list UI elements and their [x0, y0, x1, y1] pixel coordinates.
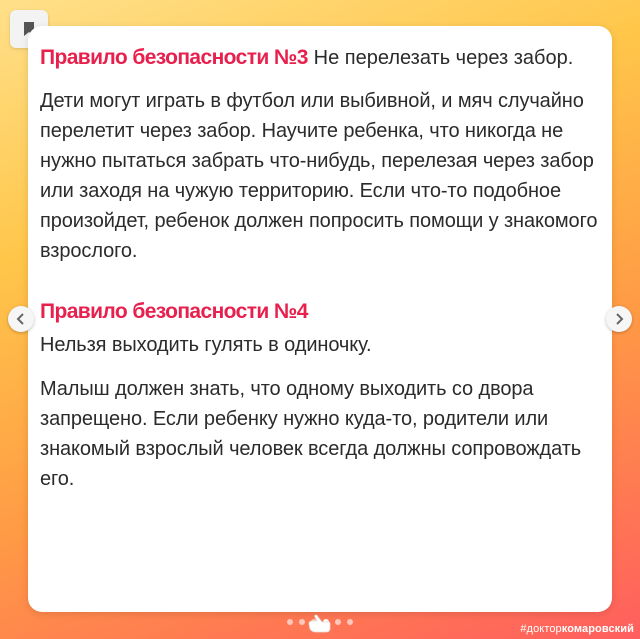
rule-3-title: Не перелезать через забор. [313, 47, 574, 69]
carousel-dot [287, 619, 293, 625]
rule-4-heading [40, 298, 598, 326]
rule-3-text: Дети могут играть в футбол или выбивной, и мяч случайно перелетит через забор. Научите ребенка, что никогда не нужно пытаться забрать что-нибудь, перелезая через забор или заходя на чужую территорию. Если что-то подобное произойдет, ребенок должен попросить помощи у знакомого взрослого. [40, 90, 598, 262]
chevron-right-icon [614, 313, 624, 325]
rule-4-text: Малыш должен знать, что одному выходить со двора запрещено. Если ребенку нужно куда-то, родители или знакомый взрослый человек всегда должны сопровождать его. [40, 378, 582, 490]
previous-slide-button[interactable] [8, 306, 34, 332]
next-slide-button[interactable] [606, 306, 632, 332]
content-card [28, 26, 612, 612]
rule-3-heading [40, 44, 598, 72]
carousel-dot [299, 619, 305, 625]
brand-hashtag [520, 623, 634, 635]
brand-prefix: #доктор [520, 623, 562, 635]
swipe-hand-icon [306, 612, 332, 634]
chevron-left-icon [16, 313, 26, 325]
brand-name: комаровский [561, 623, 634, 635]
carousel-dot [347, 619, 353, 625]
carousel-dot [335, 619, 341, 625]
rule-4-title: Нельзя выходить гулять в одиночку. [40, 334, 372, 356]
rule-4-label: Правило безопасности №4 [40, 300, 308, 323]
rule-3-label: Правило безопасности №3 [40, 46, 308, 69]
